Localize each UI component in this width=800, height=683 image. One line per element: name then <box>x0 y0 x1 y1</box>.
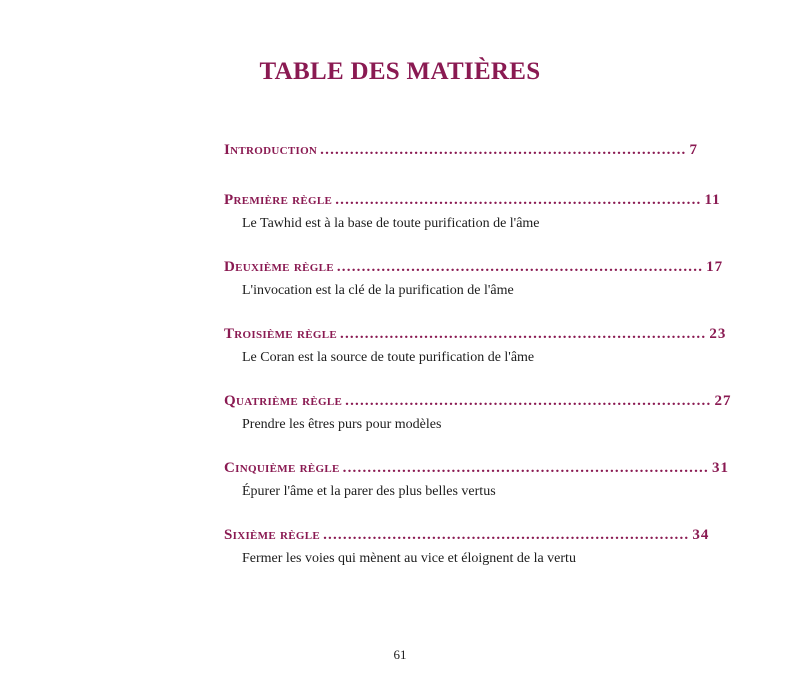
toc-entry-rule-3 <box>224 326 727 366</box>
toc-leader-dots: .......................................................................... <box>342 460 709 476</box>
toc-leader-dots: .......................................................................... <box>345 393 712 409</box>
toc-leader-dots: .......................................................................... <box>340 326 707 342</box>
toc-entry-introduction <box>224 142 698 164</box>
toc-entry-rule-6 <box>224 527 710 567</box>
toc-page-number: 27 <box>714 393 732 409</box>
toc-heading-line <box>224 393 732 415</box>
toc-entry-subtitle: Le Tawhid est à la base de toute purification de l'âme <box>242 216 540 231</box>
toc-entry-subtitle: Prendre les êtres purs pour modèles <box>242 417 442 432</box>
toc-entry-label: Quatrième règle <box>224 393 343 409</box>
toc-page-number: 31 <box>711 460 729 476</box>
toc-entry-rule-2 <box>224 259 724 299</box>
toc-leader-dots: .......................................................................... <box>323 527 690 543</box>
toc-leader-dots: .......................................................................... <box>320 142 687 158</box>
toc-entry-rule-5 <box>224 460 729 500</box>
toc-entry-label: Deuxième règle <box>224 259 334 275</box>
toc-leader-dots: .......................................................................... <box>336 259 704 275</box>
toc-entry-subtitle: Épurer l'âme et la parer des plus belles vertus <box>242 484 496 499</box>
toc-entry-label: Cinquième règle <box>224 460 340 476</box>
toc-heading-line <box>224 192 721 214</box>
toc-entry-label: Introduction <box>224 142 318 158</box>
toc-page-number: 23 <box>709 326 727 342</box>
page-title: TABLE DES MATIÈRES <box>259 58 541 85</box>
toc-entry-label: Sixième règle <box>224 527 321 543</box>
toc-entry-rule-1 <box>224 192 721 232</box>
toc-entry-label: Première règle <box>224 192 333 208</box>
toc-page-number: 7 <box>689 142 698 158</box>
toc-entry-label: Troisième règle <box>224 326 338 342</box>
toc-entry-rule-4 <box>224 393 732 433</box>
toc-heading-line <box>224 460 729 482</box>
toc-page-number: 17 <box>706 259 724 275</box>
page-folio-number: 61 <box>393 647 407 662</box>
toc-page-number: 11 <box>704 192 721 208</box>
toc-heading-line <box>224 259 724 281</box>
toc-leader-dots: .......................................................................... <box>335 192 702 208</box>
table-of-contents <box>224 142 732 594</box>
toc-entry-subtitle: L'invocation est la clé de la purification de l'âme <box>242 283 514 298</box>
toc-entry-subtitle: Le Coran est la source de toute purification de l'âme <box>242 350 535 365</box>
toc-heading-line <box>224 326 727 348</box>
toc-page-number: 34 <box>692 527 710 543</box>
toc-entry-subtitle: Fermer les voies qui mènent au vice et éloignent de la vertu <box>242 551 576 566</box>
toc-heading-line <box>224 527 710 549</box>
toc-heading-line <box>224 142 698 164</box>
